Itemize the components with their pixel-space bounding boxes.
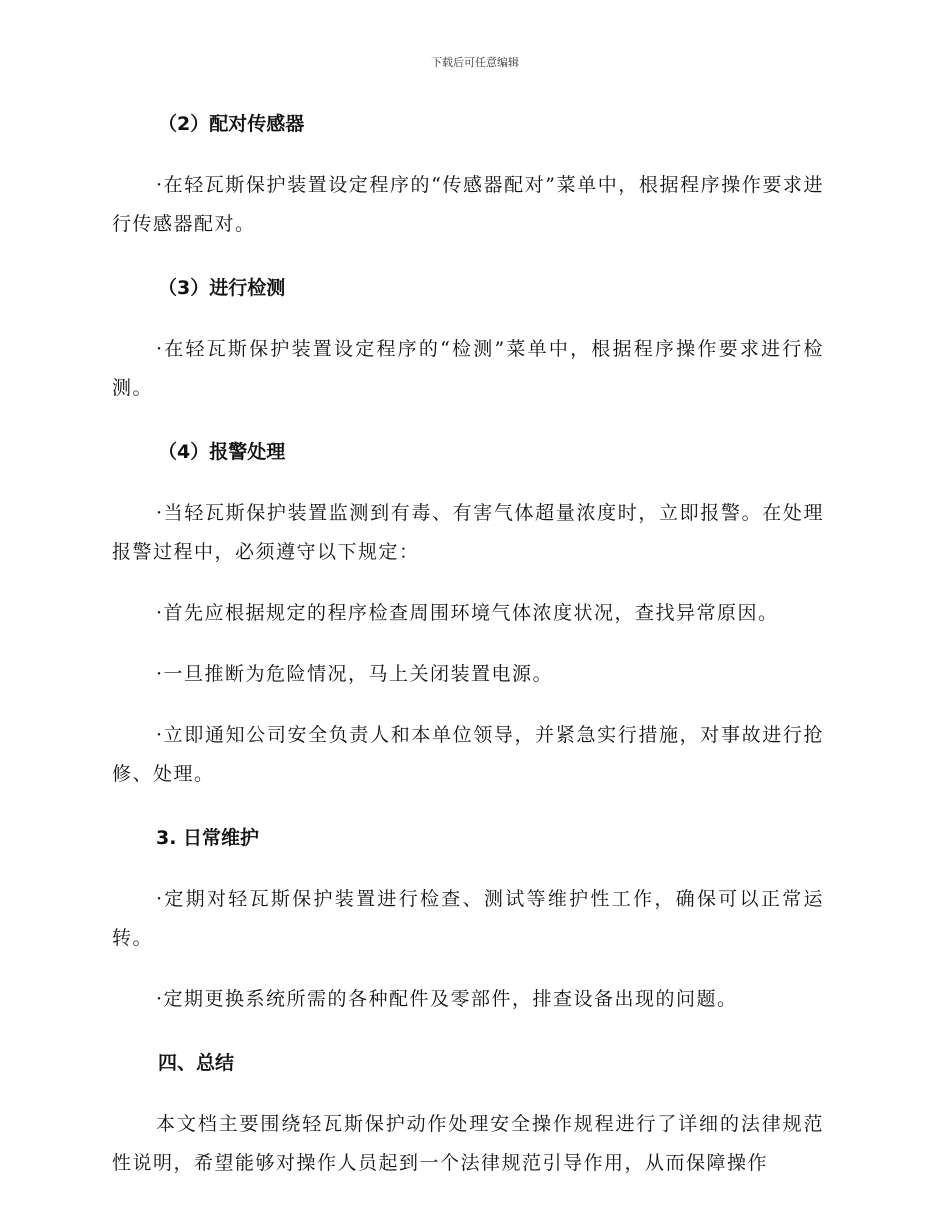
document-body [112,104,824,1183]
paragraph-summary: 本文档主要围绕轻瓦斯保护动作处理安全操作规程进行了详细的法律规范性说明，希望能够对操作人员起到一个法律规范引导作用，从而保障操作 [112,1113,824,1174]
heading-pair-sensor: （2）配对传感器 [158,113,305,135]
heading-detection: （3）进行检测 [158,277,286,299]
page-header: 下载后可任意编辑 [431,56,519,69]
paragraph-maintenance-parts: ·定期更换系统所需的各种配件及零部件，排查设备出现的问题。 [156,988,738,1010]
paragraph-alarm-power-off: ·一旦推断为危险情况，马上关闭装置电源。 [156,663,554,685]
heading-daily-maintenance: 3. 日常维护 [156,827,260,849]
paragraph-detection: ·在轻瓦斯保护装置设定程序的“检测”菜单中，根据程序操作要求进行检测。 [112,338,824,399]
heading-summary: 四、总结 [158,1052,235,1074]
heading-alarm-handling: （4）报警处理 [158,441,286,463]
paragraph-alarm-check: ·首先应根据规定的程序检查周围环境气体浓度状况，查找异常原因。 [156,602,779,624]
paragraph-pair-sensor: ·在轻瓦斯保护装置设定程序的“传感器配对”菜单中，根据程序操作要求进行传感器配对。 [112,174,824,235]
paragraph-alarm-notify: ·立即通知公司安全负责人和本单位领导，并紧急实行措施，对事故进行抢修、处理。 [112,724,824,785]
paragraph-alarm-trigger: ·当轻瓦斯保护装置监测到有毒、有害气体超量浓度时，立即报警。在处理报警过程中，必须遵守以下规定： [112,502,824,563]
paragraph-maintenance-check: ·定期对轻瓦斯保护装置进行检查、测试等维护性工作，确保可以正常运转。 [112,888,824,949]
